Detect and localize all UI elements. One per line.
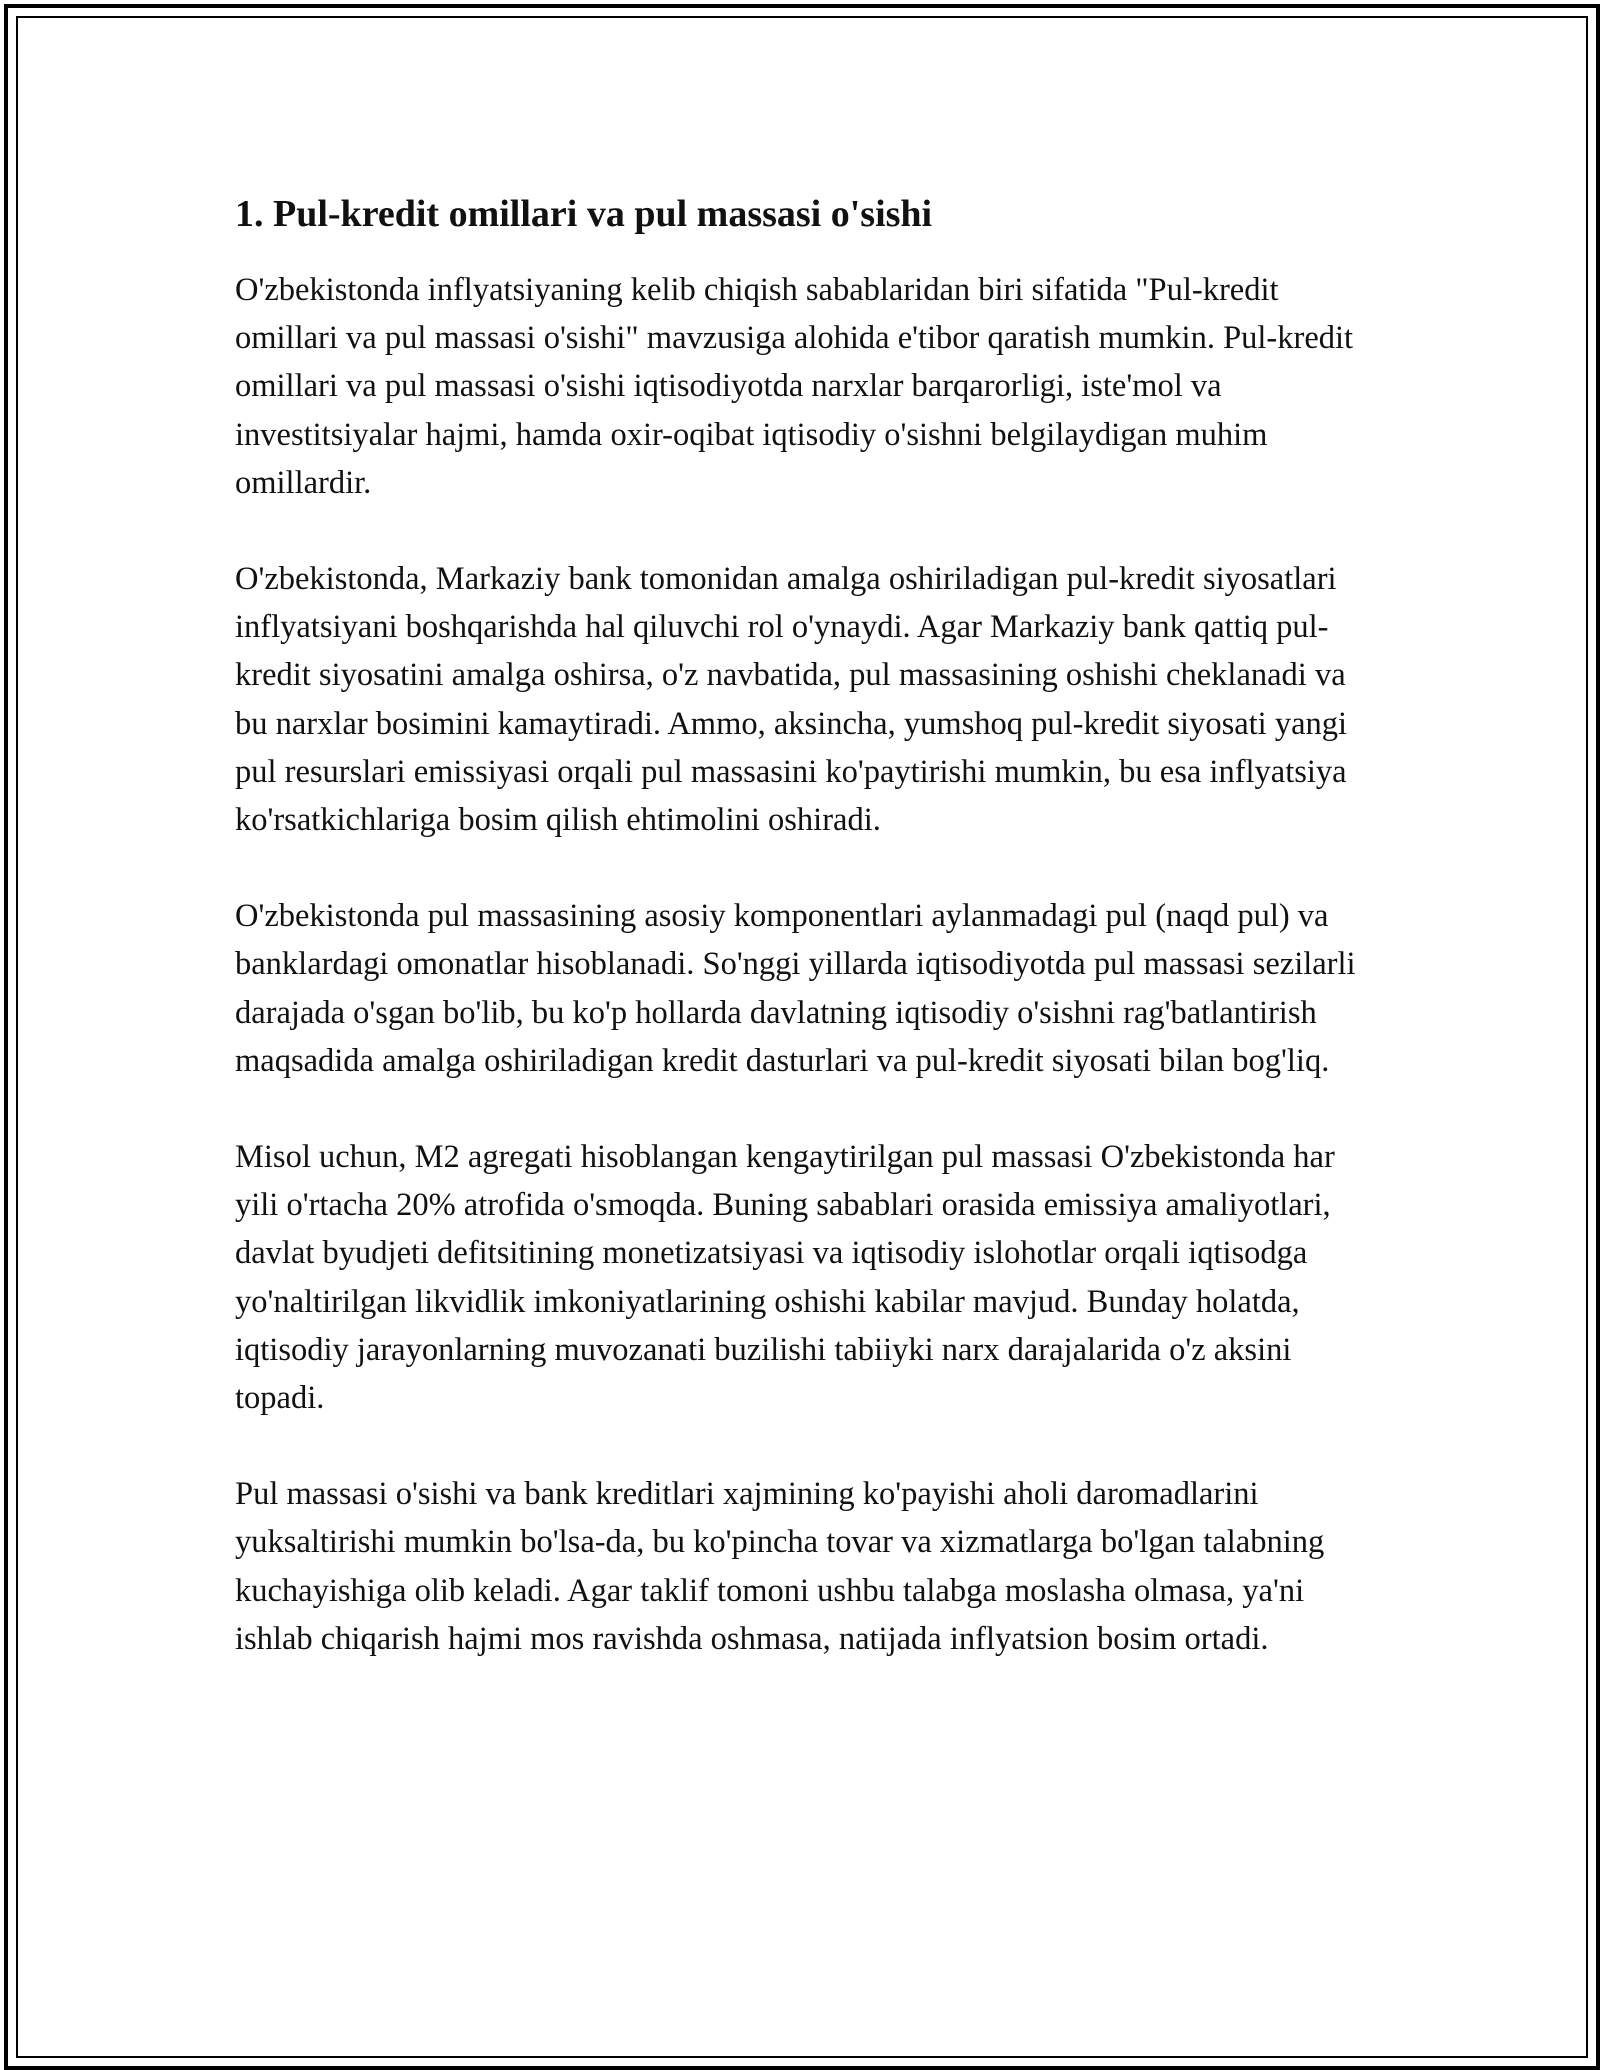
section-heading: 1. Pul-kredit omillari va pul massasi o'sishi (235, 193, 933, 235)
document-body (235, 188, 1365, 1711)
paragraph-2: O'zbekistonda, Markaziy bank tomonidan amalga oshiriladigan pul-kredit siyosatlari inflyatsiyani boshqarishda hal qiluvchi rol o'ynaydi. Agar Markaziy bank qattiq pul-kredit siyosatini amalga oshirsa, o'z navbatida, pul massasining oshishi cheklanadi va bu narxlar bosimini kamaytiradi. Ammo, aksincha, yumshoq pul-kredit siyosati yangi pul resurslari emissiyasi orqali pul massasini ko'paytirishi mumkin, bu esa inflyatsiya ko'rsatkichlariga bosim qilish ehtimolini oshiradi. (235, 561, 1348, 839)
paragraph-5: Pul massasi o'sishi va bank kreditlari xajmining ko'payishi aholi daromadlarini yuksaltirishi mumkin bo'lsa-da, bu ko'pincha tovar va xizmatlarga bo'lgan talabning kuchayishiga olib keladi. Agar taklif tomoni ushbu talabga moslasha olmasa, ya'ni ishlab chiqarish hajmi mos ravishda oshmasa, natijada inflyatsion bosim ortadi. (235, 1476, 1325, 1657)
paragraph-3: O'zbekistonda pul massasining asosiy komponentlari aylanmadagi pul (naqd pul) va banklardagi omonatlar hisoblanadi. So'nggi yillarda iqtisodiyotda pul massasi sezilarli darajada o'sgan bo'lib, bu ko'p hollarda davlatning iqtisodiy o'sishni rag'batlantirish maqsadida amalga oshiriladigan kredit dasturlari va pul-kredit siyosati bilan bog'liq. (235, 898, 1356, 1079)
paragraph-1: O'zbekistonda inflyatsiyaning kelib chiqish sabablaridan biri sifatida "Pul-kredit omillari va pul massasi o'sishi" mavzusiga alohida e'tibor qaratish mumkin. Pul-kredit omillari va pul massasi o'sishi iqtisodiyotda narxlar barqarorligi, iste'mol va investitsiyalar hajmi, hamda oxir-oqibat iqtisodiy o'sishni belgilaydigan muhim omillardir. (235, 272, 1354, 501)
paragraph-4: Misol uchun, M2 agregati hisoblangan kengaytirilgan pul massasi O'zbekistonda har yili o'rtacha 20% atrofida o'smoqda. Buning sabablari orasida emissiya amaliyotlari, davlat byudjeti defitsitining monetizatsiyasi va iqtisodiy islohotlar orqali iqtisodga yo'naltirilgan likvidlik imkoniyatlarining oshishi kabilar mavjud. Bunday holatda, iqtisodiy jarayonlarning muvozanati buzilishi tabiiyki narx darajalarida o'z aksini topadi. (235, 1139, 1335, 1417)
